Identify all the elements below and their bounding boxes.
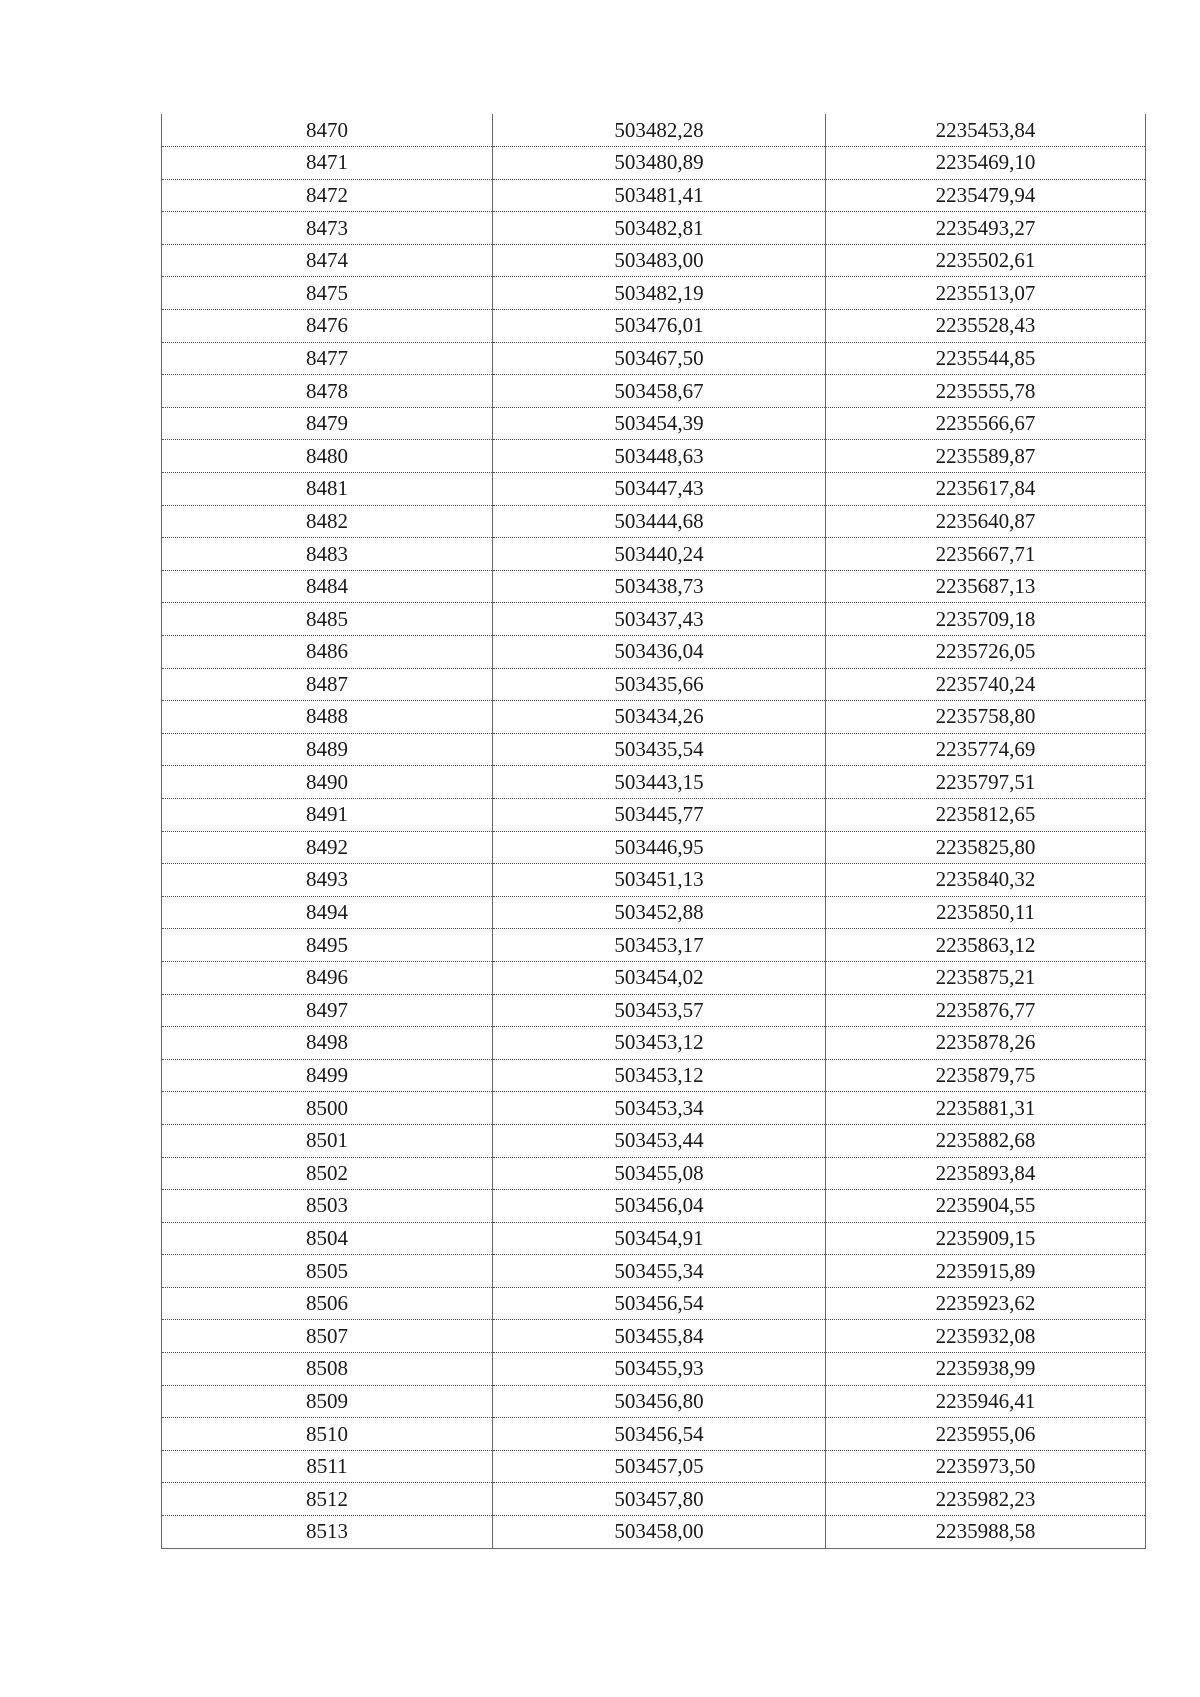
y-coordinate-cell: 2235915,89 [826, 1255, 1146, 1288]
y-coordinate-cell: 2235825,80 [826, 831, 1146, 864]
point-number-cell: 8512 [162, 1483, 493, 1516]
x-coordinate-cell: 503437,43 [493, 603, 826, 636]
table-row [162, 1222, 1146, 1255]
y-coordinate-cell: 2235840,32 [826, 864, 1146, 897]
table-row [162, 440, 1146, 473]
point-number-cell: 8491 [162, 798, 493, 831]
table-row [162, 1450, 1146, 1483]
point-number-cell: 8511 [162, 1450, 493, 1483]
y-coordinate-cell: 2235566,67 [826, 407, 1146, 440]
y-coordinate-cell: 2235726,05 [826, 636, 1146, 669]
table-row [162, 244, 1146, 277]
table-row [162, 1190, 1146, 1223]
y-coordinate-cell: 2235740,24 [826, 668, 1146, 701]
point-number-cell: 8500 [162, 1092, 493, 1125]
point-number-cell: 8504 [162, 1222, 493, 1255]
table-body [162, 114, 1146, 1548]
table-row [162, 1516, 1146, 1549]
point-number-cell: 8497 [162, 994, 493, 1027]
x-coordinate-cell: 503446,95 [493, 831, 826, 864]
x-coordinate-cell: 503453,12 [493, 1059, 826, 1092]
table-row [162, 1059, 1146, 1092]
x-coordinate-cell: 503451,13 [493, 864, 826, 897]
y-coordinate-cell: 2235875,21 [826, 961, 1146, 994]
x-coordinate-cell: 503444,68 [493, 505, 826, 538]
point-number-cell: 8508 [162, 1353, 493, 1386]
table-row [162, 864, 1146, 897]
point-number-cell: 8496 [162, 961, 493, 994]
point-number-cell: 8482 [162, 505, 493, 538]
x-coordinate-cell: 503480,89 [493, 147, 826, 180]
y-coordinate-cell: 2235797,51 [826, 766, 1146, 799]
table-row [162, 798, 1146, 831]
y-coordinate-cell: 2235502,61 [826, 244, 1146, 277]
table-row [162, 896, 1146, 929]
point-number-cell: 8474 [162, 244, 493, 277]
table-row [162, 603, 1146, 636]
table-row [162, 147, 1146, 180]
table-row [162, 1353, 1146, 1386]
y-coordinate-cell: 2235513,07 [826, 277, 1146, 310]
table-row [162, 766, 1146, 799]
table-row [162, 570, 1146, 603]
table-row [162, 342, 1146, 375]
point-number-cell: 8470 [162, 114, 493, 147]
y-coordinate-cell: 2235988,58 [826, 1516, 1146, 1549]
y-coordinate-cell: 2235893,84 [826, 1157, 1146, 1190]
x-coordinate-cell: 503438,73 [493, 570, 826, 603]
y-coordinate-cell: 2235904,55 [826, 1190, 1146, 1223]
table-row [162, 831, 1146, 864]
point-number-cell: 8490 [162, 766, 493, 799]
y-coordinate-cell: 2235774,69 [826, 733, 1146, 766]
x-coordinate-cell: 503483,00 [493, 244, 826, 277]
point-number-cell: 8489 [162, 733, 493, 766]
y-coordinate-cell: 2235453,84 [826, 114, 1146, 147]
table-row [162, 733, 1146, 766]
table-row [162, 1157, 1146, 1190]
point-number-cell: 8499 [162, 1059, 493, 1092]
point-number-cell: 8487 [162, 668, 493, 701]
y-coordinate-cell: 2235982,23 [826, 1483, 1146, 1516]
x-coordinate-cell: 503467,50 [493, 342, 826, 375]
point-number-cell: 8509 [162, 1385, 493, 1418]
y-coordinate-cell: 2235469,10 [826, 147, 1146, 180]
table-row [162, 212, 1146, 245]
table-row [162, 179, 1146, 212]
x-coordinate-cell: 503445,77 [493, 798, 826, 831]
x-coordinate-cell: 503448,63 [493, 440, 826, 473]
point-number-cell: 8513 [162, 1516, 493, 1549]
table-row [162, 1255, 1146, 1288]
table-row [162, 1092, 1146, 1125]
y-coordinate-cell: 2235946,41 [826, 1385, 1146, 1418]
x-coordinate-cell: 503440,24 [493, 538, 826, 571]
x-coordinate-cell: 503435,66 [493, 668, 826, 701]
y-coordinate-cell: 2235709,18 [826, 603, 1146, 636]
y-coordinate-cell: 2235863,12 [826, 929, 1146, 962]
x-coordinate-cell: 503436,04 [493, 636, 826, 669]
x-coordinate-cell: 503457,80 [493, 1483, 826, 1516]
point-number-cell: 8503 [162, 1190, 493, 1223]
y-coordinate-cell: 2235932,08 [826, 1320, 1146, 1353]
table-row [162, 1124, 1146, 1157]
y-coordinate-cell: 2235555,78 [826, 375, 1146, 408]
y-coordinate-cell: 2235955,06 [826, 1418, 1146, 1451]
x-coordinate-cell: 503456,54 [493, 1418, 826, 1451]
point-number-cell: 8479 [162, 407, 493, 440]
y-coordinate-cell: 2235758,80 [826, 701, 1146, 734]
table-row [162, 505, 1146, 538]
y-coordinate-cell: 2235881,31 [826, 1092, 1146, 1125]
x-coordinate-cell: 503457,05 [493, 1450, 826, 1483]
y-coordinate-cell: 2235879,75 [826, 1059, 1146, 1092]
y-coordinate-cell: 2235876,77 [826, 994, 1146, 1027]
table-row [162, 929, 1146, 962]
y-coordinate-cell: 2235923,62 [826, 1287, 1146, 1320]
x-coordinate-cell: 503453,44 [493, 1124, 826, 1157]
y-coordinate-cell: 2235640,87 [826, 505, 1146, 538]
point-number-cell: 8493 [162, 864, 493, 897]
x-coordinate-cell: 503482,19 [493, 277, 826, 310]
table-row [162, 701, 1146, 734]
point-number-cell: 8473 [162, 212, 493, 245]
point-number-cell: 8498 [162, 1027, 493, 1060]
point-number-cell: 8510 [162, 1418, 493, 1451]
point-number-cell: 8476 [162, 310, 493, 343]
x-coordinate-cell: 503453,17 [493, 929, 826, 962]
table-row [162, 1027, 1146, 1060]
x-coordinate-cell: 503454,39 [493, 407, 826, 440]
x-coordinate-cell: 503456,80 [493, 1385, 826, 1418]
point-number-cell: 8507 [162, 1320, 493, 1353]
y-coordinate-cell: 2235973,50 [826, 1450, 1146, 1483]
y-coordinate-cell: 2235850,11 [826, 896, 1146, 929]
x-coordinate-cell: 503455,08 [493, 1157, 826, 1190]
y-coordinate-cell: 2235882,68 [826, 1124, 1146, 1157]
table-row [162, 538, 1146, 571]
point-number-cell: 8485 [162, 603, 493, 636]
x-coordinate-cell: 503455,84 [493, 1320, 826, 1353]
point-number-cell: 8486 [162, 636, 493, 669]
point-number-cell: 8501 [162, 1124, 493, 1157]
point-number-cell: 8483 [162, 538, 493, 571]
x-coordinate-cell: 503481,41 [493, 179, 826, 212]
x-coordinate-cell: 503454,02 [493, 961, 826, 994]
point-number-cell: 8506 [162, 1287, 493, 1320]
x-coordinate-cell: 503434,26 [493, 701, 826, 734]
x-coordinate-cell: 503458,00 [493, 1516, 826, 1549]
y-coordinate-cell: 2235667,71 [826, 538, 1146, 571]
x-coordinate-cell: 503482,81 [493, 212, 826, 245]
point-number-cell: 8495 [162, 929, 493, 962]
table-row [162, 473, 1146, 506]
x-coordinate-cell: 503456,54 [493, 1287, 826, 1320]
y-coordinate-cell: 2235938,99 [826, 1353, 1146, 1386]
y-coordinate-cell: 2235544,85 [826, 342, 1146, 375]
table-row [162, 114, 1146, 147]
point-number-cell: 8472 [162, 179, 493, 212]
point-number-cell: 8478 [162, 375, 493, 408]
x-coordinate-cell: 503453,57 [493, 994, 826, 1027]
table-row [162, 1418, 1146, 1451]
x-coordinate-cell: 503447,43 [493, 473, 826, 506]
table-row [162, 1385, 1146, 1418]
x-coordinate-cell: 503454,91 [493, 1222, 826, 1255]
point-number-cell: 8480 [162, 440, 493, 473]
table-row [162, 277, 1146, 310]
y-coordinate-cell: 2235687,13 [826, 570, 1146, 603]
x-coordinate-cell: 503455,93 [493, 1353, 826, 1386]
y-coordinate-cell: 2235589,87 [826, 440, 1146, 473]
point-number-cell: 8505 [162, 1255, 493, 1288]
point-number-cell: 8484 [162, 570, 493, 603]
point-number-cell: 8492 [162, 831, 493, 864]
point-number-cell: 8502 [162, 1157, 493, 1190]
x-coordinate-cell: 503455,34 [493, 1255, 826, 1288]
table-row [162, 636, 1146, 669]
y-coordinate-cell: 2235479,94 [826, 179, 1146, 212]
x-coordinate-cell: 503458,67 [493, 375, 826, 408]
y-coordinate-cell: 2235812,65 [826, 798, 1146, 831]
x-coordinate-cell: 503453,34 [493, 1092, 826, 1125]
point-number-cell: 8488 [162, 701, 493, 734]
table-row [162, 668, 1146, 701]
table-row [162, 994, 1146, 1027]
x-coordinate-cell: 503482,28 [493, 114, 826, 147]
table-row [162, 1483, 1146, 1516]
x-coordinate-cell: 503456,04 [493, 1190, 826, 1223]
y-coordinate-cell: 2235617,84 [826, 473, 1146, 506]
point-number-cell: 8475 [162, 277, 493, 310]
table-row [162, 407, 1146, 440]
point-number-cell: 8477 [162, 342, 493, 375]
y-coordinate-cell: 2235878,26 [826, 1027, 1146, 1060]
table-row [162, 310, 1146, 343]
y-coordinate-cell: 2235528,43 [826, 310, 1146, 343]
table-row [162, 1320, 1146, 1353]
table-row [162, 961, 1146, 994]
x-coordinate-cell: 503453,12 [493, 1027, 826, 1060]
table-row [162, 1287, 1146, 1320]
point-number-cell: 8481 [162, 473, 493, 506]
point-number-cell: 8494 [162, 896, 493, 929]
point-number-cell: 8471 [162, 147, 493, 180]
x-coordinate-cell: 503443,15 [493, 766, 826, 799]
y-coordinate-cell: 2235909,15 [826, 1222, 1146, 1255]
y-coordinate-cell: 2235493,27 [826, 212, 1146, 245]
x-coordinate-cell: 503476,01 [493, 310, 826, 343]
table-row [162, 375, 1146, 408]
x-coordinate-cell: 503435,54 [493, 733, 826, 766]
coordinates-table [161, 114, 1146, 1549]
x-coordinate-cell: 503452,88 [493, 896, 826, 929]
